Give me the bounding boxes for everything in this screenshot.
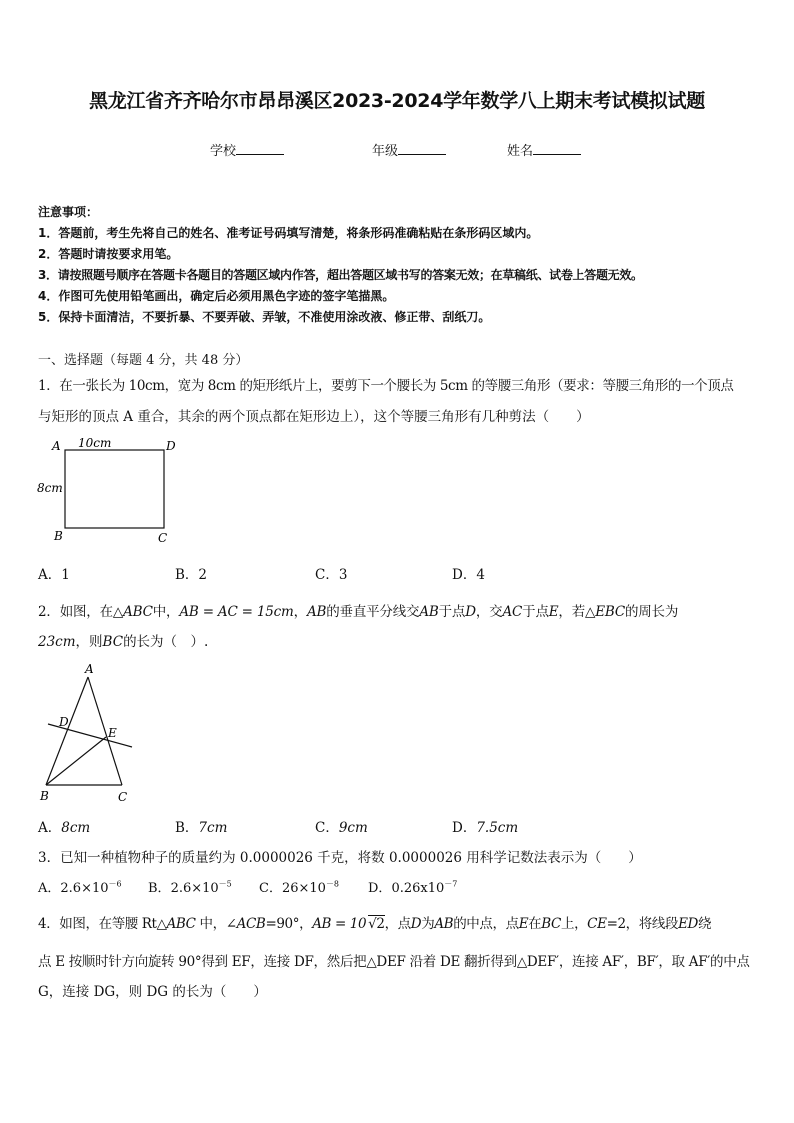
q3-option-d[interactable]: D．$0.26x10^{-7}$ [368,879,458,896]
name-label: 姓名 [507,144,534,159]
q1-text-line2: 与矩形的顶点 A 重合，其余的两个顶点都在矩形边上），这个等腰三角形有几种剪法（ ） [38,409,590,425]
q2-option-b[interactable]: B．7cm [175,820,228,836]
rectangle-shape [65,450,164,528]
q1-rectangle-figure [34,434,184,546]
label-b: B [54,529,63,543]
note-item: 1．答题前，考生先将自己的姓名、准考证号码填写清楚，将条形码准确粘贴在条形码区域内。 [38,226,539,240]
grade-field[interactable] [372,140,446,159]
page-title: 黑龙江省齐齐哈尔市昂昂溪区2023-2024学年数学八上期末考试模拟试题 [89,90,705,112]
top-length-label: 10cm [78,436,112,450]
grade-label: 年级 [372,144,399,159]
school-blank[interactable] [236,142,284,155]
side-ac [88,677,122,785]
q2-text-line1: 2．如图，在△ABC中，AB = AC = 15cm，AB的垂直平分线交AB于点D，交AC于点E，若△EBC的周长为 [38,604,679,620]
q4-text-line1: 4．如图，在等腰 Rt△ABC 中，∠ACB=90°，AB = 10 √2，点D为AB的中点，点E在BC上，CE=2，将线段ED绕 [38,916,712,932]
q4-text-line2: 点 E 按顺时针方向旋转 90°得到 EF，连接 DF，然后把△DEF 沿着 DE 翻折得到△DEF′，连接 AF′，BF′，取 AF′的中点 [38,954,750,970]
notes-title: 注意事项： [38,205,99,219]
note-item: 3．请按照题号顺序在答题卡各题目的答题区域内作答，超出答题区域书写的答案无效；在草稿纸、试卷上答题无效。 [38,268,643,282]
q1-option-a[interactable]: A．1 [38,567,70,583]
q2-text-line2: 23cm，则BC的长为（ ）. [38,634,209,650]
name-blank[interactable] [533,142,581,155]
q3-option-c[interactable]: C．$26\times 10^{-8}$ [259,879,340,896]
label-c: C [118,790,128,804]
label-c: C [158,531,168,545]
grade-blank[interactable] [398,142,446,155]
label-d: D [59,715,69,729]
q1-text-line1: 1．在一张长为 10cm，宽为 8cm 的矩形纸片上，要剪下一个腰长为 5cm 的等腰三角形（要求：等腰三角形的一个顶点 [38,378,734,394]
q1-option-b[interactable]: B．2 [175,567,208,583]
q3-option-b[interactable]: B．$2.6\times 10^{-5}$ [148,879,232,896]
label-a: A [85,662,94,676]
section-heading: 一、选择题（每题 4 分，共 48 分） [38,353,249,368]
side-length-label: 8cm [37,481,63,495]
q2-option-d[interactable]: D．7.5cm [452,820,519,836]
q2-triangle-figure [34,660,144,808]
q2-option-a[interactable]: A．8cm [38,820,91,836]
q4-text-line3: G，连接 DG，则 DG 的长为（ ） [38,984,267,1000]
name-field[interactable] [507,140,581,159]
label-e: E [108,726,117,740]
q3-text: 3．已知一种植物种子的质量约为 0.0000026 千克，将数 0.0000026 用科学记数法表示为（ ） [38,850,642,866]
label-a: A [52,439,61,453]
q2-option-c[interactable]: C．9cm [315,820,368,836]
q1-option-c[interactable]: C．3 [315,567,348,583]
school-label: 学校 [210,144,237,159]
q1-option-d[interactable]: D．4 [452,567,485,583]
note-item: 4．作图可先使用铅笔画出，确定后必须用黑色字迹的签字笔描黑。 [38,289,395,303]
note-item: 2．答题时请按要求用笔。 [38,247,179,261]
label-b: B [40,789,49,803]
school-field[interactable] [210,140,284,159]
q3-option-a[interactable]: A．$2.6\times 10^{-6}$ [38,879,122,896]
note-item: 5．保持卡面清洁，不要折暴、不要弄破、弄皱，不准使用涂改液、修正带、刮纸刀。 [38,310,491,324]
label-d: D [166,439,176,453]
